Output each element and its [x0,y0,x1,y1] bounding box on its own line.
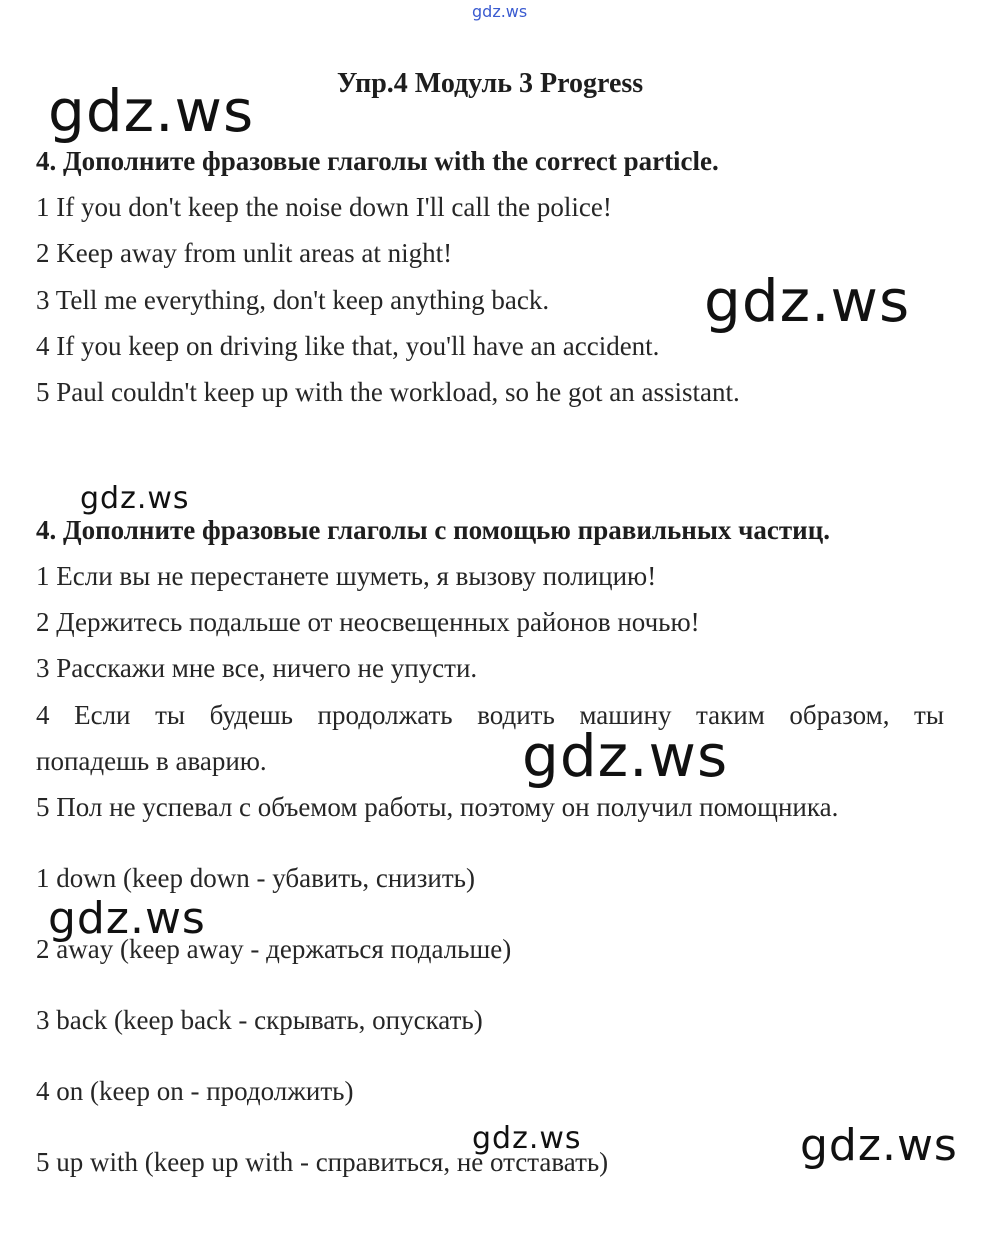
watermark-4: gdz.ws [522,722,729,790]
watermark-3: gdz.ws [80,481,190,516]
russian-line-2: 2 Держитесь подальше от неосвещенных районов ночью! [36,607,700,637]
answer-5: 5 up with (keep up with - справиться, не отставать) [36,1147,609,1177]
russian-heading: 4. Дополните фразовые глаголы с помощью правильных частиц. [36,515,831,545]
russian-line-4: 4 Если ты будешь продолжать водить машину таким образом, ты [36,700,944,730]
russian-line-5: 5 Пол не успевал с объемом работы, поэтому он получил помощника. [36,792,839,822]
watermark-5: gdz.ws [48,893,206,944]
russian-line-4-continued: попадешь в аварию. [36,746,267,776]
watermark-1: gdz.ws [48,77,255,145]
watermark-2: gdz.ws [704,267,911,335]
watermark-6: gdz.ws [472,1121,582,1156]
english-line-5: 5 Paul couldn't keep up with the workload, so he got an assistant. [36,377,740,407]
english-line-2: 2 Keep away from unlit areas at night! [36,238,453,268]
answer-4: 4 on (keep on - продолжить) [36,1076,354,1106]
page-title: Упр.4 Модуль 3 Progress [336,68,644,99]
english-heading: 4. Дополните фразовые глаголы with the correct particle. [36,146,719,176]
watermark-7: gdz.ws [800,1120,958,1171]
answer-3: 3 back (keep back - скрывать, опускать) [36,1005,483,1035]
russian-line-3: 3 Расскажи мне все, ничего не упусти. [36,653,478,683]
english-line-1: 1 If you don't keep the noise down I'll call the police! [36,192,612,222]
english-line-3: 3 Tell me everything, don't keep anything back. [36,285,550,315]
answer-1: 1 down (keep down - убавить, снизить) [36,863,475,893]
english-line-4: 4 If you keep on driving like that, you'll have an accident. [36,331,660,361]
russian-line-1: 1 Если вы не перестанете шуметь, я вызову полицию! [36,561,657,591]
watermark-top: gdz.ws [472,2,528,21]
answer-2: 2 away (keep away - держаться подальше) [36,934,512,964]
